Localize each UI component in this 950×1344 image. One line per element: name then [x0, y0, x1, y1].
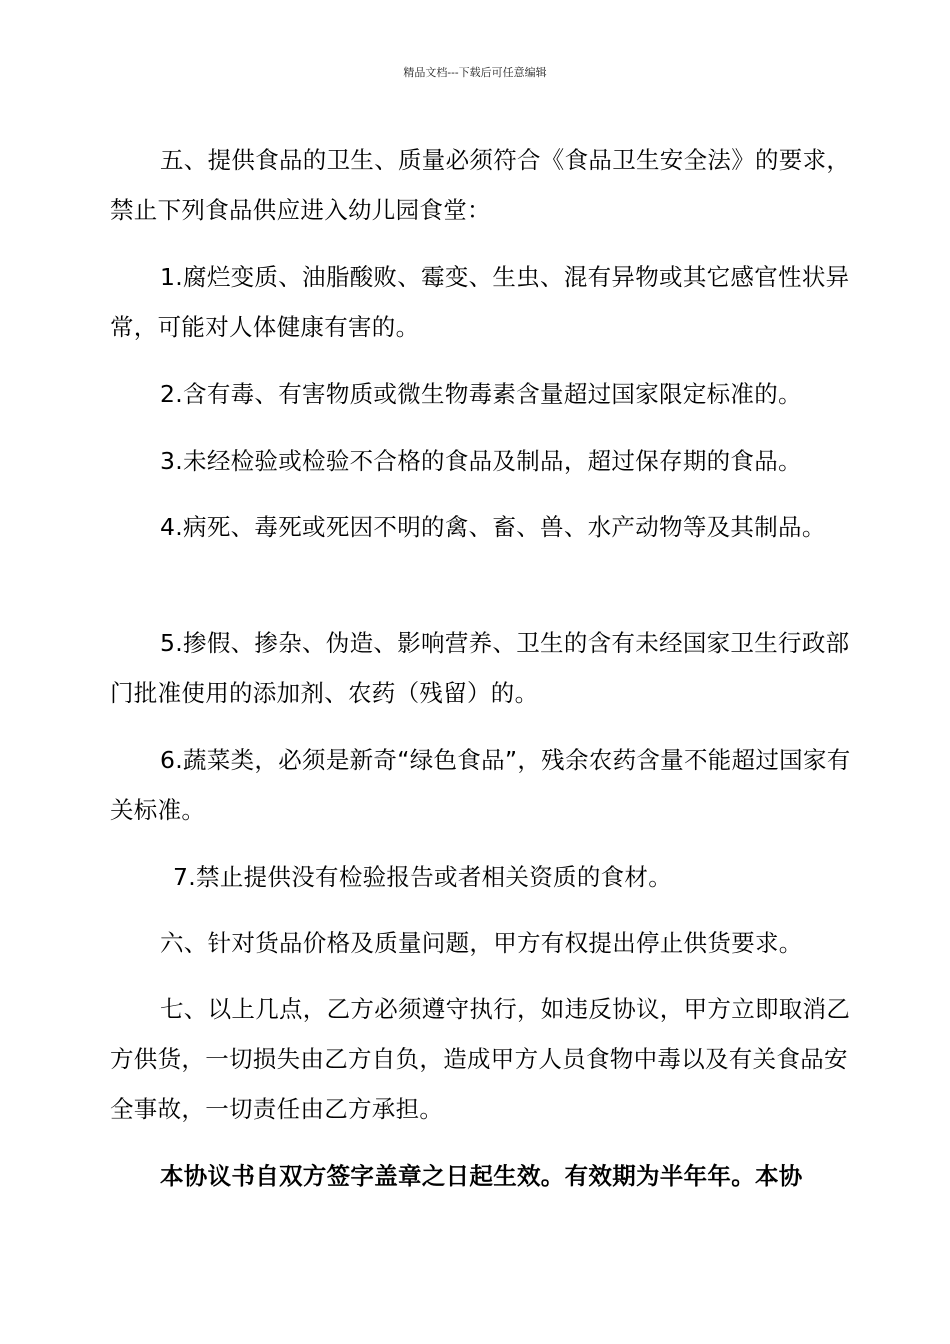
paragraph-item-5: 5.掺假、掺杂、伪造、影响营养、卫生的含有未经国家卫生行政部门批准使用的添加剂、农药（残留）的。: [110, 629, 850, 707]
paragraph-section-5: 五、提供食品的卫生、质量必须符合《食品卫生安全法》的要求，禁止下列食品供应进入幼儿园食堂：: [110, 146, 851, 224]
paragraph-section-6: 六、针对货品价格及质量问题，甲方有权提出停止供货要求。: [160, 929, 803, 957]
page-header: 精品文档---下载后可任意编辑: [403, 66, 547, 79]
paragraph-item-7: 7.禁止提供没有检验报告或者相关资质的食材。: [173, 863, 673, 891]
paragraph-item-4: 4.病死、毒死或死因不明的禽、畜、兽、水产动物等及其制品。: [160, 513, 826, 541]
paragraph-section-7: 七、以上几点，乙方必须遵守执行，如违反协议，甲方立即取消乙方供货，一切损失由乙方自负，造成甲方人员食物中毒以及有关食品安全事故，一切责任由乙方承担。: [110, 995, 851, 1123]
paragraph-item-1: 1.腐烂变质、油脂酸败、霉变、生虫、混有异物或其它感官性状异常，可能对人体健康有害的。: [110, 263, 850, 341]
paragraph-item-3: 3.未经检验或检验不合格的食品及制品，超过保存期的食品。: [160, 447, 802, 475]
paragraph-item-2: 2.含有毒、有害物质或微生物毒素含量超过国家限定标准的。: [160, 380, 802, 408]
paragraph-item-6: 6.蔬菜类，必须是新奇“绿色食品”，残余农药含量不能超过国家有关标准。: [110, 746, 851, 824]
paragraph-effective-clause: 本协议书自双方签字盖章之日起生效。有效期为半年年。本协: [160, 1162, 803, 1190]
